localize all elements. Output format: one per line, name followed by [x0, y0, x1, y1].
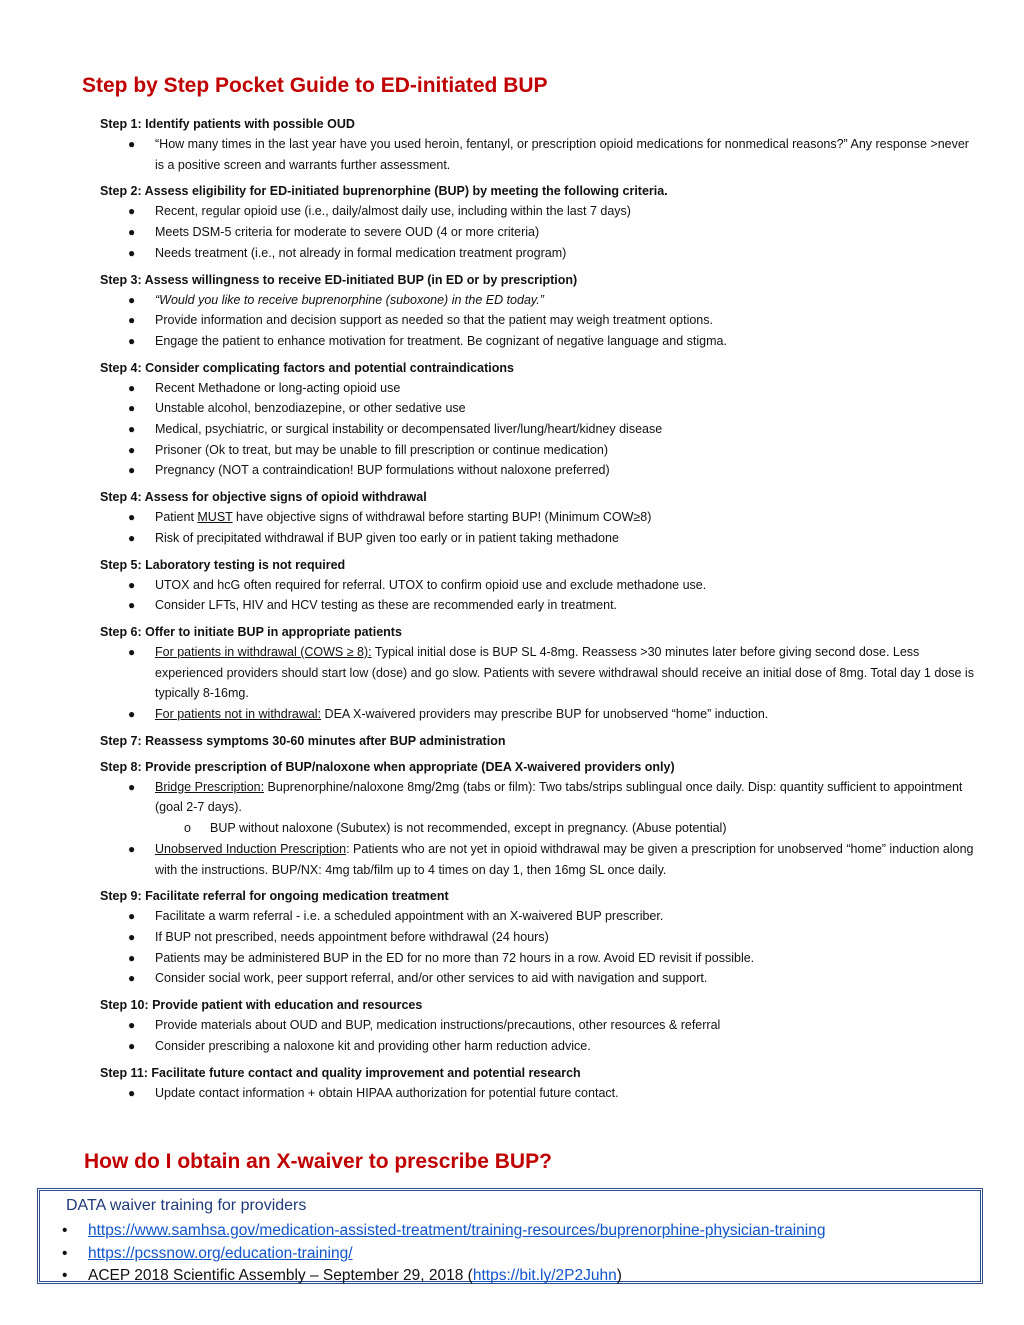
bullet-text: Facilitate a warm referral - i.e. a scheduled appointment with an X-waivered BUP prescriber. — [155, 909, 664, 924]
bullet-icon: ● — [128, 950, 136, 965]
bullet-text: Engage the patient to enhance motivation for treatment. Be cognizant of negative language and stigma. — [155, 333, 727, 348]
samhsa-training-link[interactable]: https://www.samhsa.gov/medication-assisted-treatment/training-resources/buprenorphine-physician-training — [88, 1222, 826, 1239]
bullet-icon: ● — [128, 971, 136, 986]
waiver-title: How do I obtain an X-waiver to prescribe BUP? — [84, 1150, 552, 1173]
bullet-icon: ● — [128, 779, 136, 794]
pcss-training-link[interactable]: https://pcssnow.org/education-training/ — [88, 1244, 353, 1262]
step-section — [100, 181, 980, 269]
list-item — [100, 642, 980, 704]
bullet-text: Bridge Prescription: — [155, 779, 265, 794]
bullet-text: Needs treatment (i.e., not already in formal medication treatment program) — [155, 245, 567, 260]
bullet-text: Recent Methadone or long-acting opioid use — [155, 380, 401, 395]
waiver-box-title: DATA waiver training for providers — [66, 1197, 307, 1214]
page-title: Step by Step Pocket Guide to ED-initiated BUP — [82, 74, 548, 97]
step-heading: Step 9: Facilitate referral for ongoing medication treatment — [100, 889, 449, 904]
bullet-icon: ● — [128, 225, 136, 240]
step-section — [100, 1063, 980, 1104]
bullet-icon: • — [62, 1222, 68, 1239]
bullet-list — [100, 1015, 980, 1056]
step-section — [100, 731, 980, 757]
bullet-icon: ● — [128, 929, 136, 944]
bullet-icon: ● — [128, 422, 136, 437]
list-item — [100, 378, 980, 399]
acep-text-suffix: ) — [616, 1267, 622, 1284]
bullet-list — [100, 378, 980, 482]
bullet-text: “How many times in the last year have you used heroin, fentanyl, or prescription opioid medications for nonmedical reasons?” Any response >never is a positive screen and warrants further assessment. — [155, 137, 969, 172]
step-heading: Step 5: Laboratory testing is not required — [100, 557, 346, 572]
list-item — [100, 704, 980, 725]
bullet-icon: ● — [128, 510, 136, 525]
bullet-icon: ● — [128, 442, 136, 457]
bullet-text: Prisoner (Ok to treat, but may be unable to fill prescription or continue medication) — [155, 442, 608, 457]
bullet-text: Buprenorphine/naloxone 8mg/2mg (tabs or film): Two tabs/strips sublingual once daily. Disp: quantity sufficient to appointment (goal 2-7 days). — [155, 779, 963, 815]
step-section — [100, 757, 980, 887]
step-section — [100, 622, 980, 731]
bullet-text: Consider LFTs, HIV and HCV testing as these are recommended early in treatment. — [155, 598, 618, 613]
acep-text-prefix: ACEP 2018 Scientific Assembly – September 29, 2018 ( — [88, 1267, 473, 1284]
list-item — [100, 201, 980, 222]
waiver-resource-list — [62, 1220, 825, 1288]
list-item — [100, 331, 980, 352]
list-item — [100, 460, 980, 481]
bullet-icon: ● — [128, 204, 136, 219]
bullet-list — [100, 201, 980, 263]
list-item — [100, 507, 980, 528]
bullet-icon: ● — [128, 463, 136, 478]
bullet-list — [100, 1083, 980, 1104]
list-item — [100, 575, 980, 596]
waiver-info-box — [37, 1188, 983, 1284]
bullet-text: : Patients who are not yet in opioid withdrawal may be given a prescription for unobserved “home” induction along with the instructions. BUP/NX: 4mg tab/film up to 4 times on day 1, then 16mg SL once daily. — [155, 841, 974, 877]
step-heading: Step 6: Offer to initiate BUP in appropriate patients — [100, 624, 402, 639]
steps-list — [100, 114, 980, 1103]
bullet-icon: ● — [128, 333, 136, 348]
step-heading: Step 10: Provide patient with education and resources — [100, 998, 423, 1013]
bullet-text: have objective signs of withdrawal before starting BUP! (Minimum COW≥8) — [232, 510, 652, 525]
list-item — [100, 906, 980, 927]
bullet-list — [100, 290, 980, 352]
list-item — [100, 1083, 980, 1104]
list-item — [100, 927, 980, 948]
bullet-icon: ● — [128, 598, 136, 613]
list-item — [100, 222, 980, 243]
step-heading: Step 1: Identify patients with possible OUD — [100, 117, 355, 131]
list-item — [100, 1036, 980, 1057]
bullet-text: Provide information and decision support as needed so that the patient may weigh treatment options. — [155, 313, 713, 328]
list-item — [100, 839, 980, 880]
bullet-icon: ● — [128, 707, 136, 722]
bullet-icon: • — [62, 1244, 68, 1262]
bullet-icon: ● — [128, 577, 136, 592]
bullet-text: If BUP not prescribed, needs appointment before withdrawal (24 hours) — [155, 929, 549, 944]
bullet-icon: • — [62, 1267, 68, 1284]
list-item — [100, 419, 980, 440]
bullet-icon: ● — [128, 292, 136, 307]
sub-bullet-text: BUP without naloxone (Subutex) is not recommended, except in pregnancy. (Abuse potential) — [210, 821, 727, 836]
list-item — [62, 1243, 825, 1266]
bullet-icon: ● — [128, 380, 136, 395]
list-item — [62, 1220, 825, 1243]
bullet-icon: ● — [128, 245, 136, 260]
bullet-icon: ● — [128, 644, 136, 659]
bullet-text: Risk of precipitated withdrawal if BUP given too early or in patient taking methadone — [155, 530, 619, 545]
bullet-list — [100, 575, 980, 616]
list-item — [100, 968, 980, 989]
bullet-text: DEA X-waivered providers may prescribe BUP for unobserved “home” induction. — [321, 707, 769, 722]
acep-link[interactable]: https://bit.ly/2P2Juhn — [472, 1267, 617, 1284]
bullet-text: Typical initial dose is BUP SL 4-8mg. Reassess >30 minutes later before giving second dose. Less experienced providers should start low (dose) and go slow. Patients with severe withdrawal should receive an initial dose of 8mg. Total day 1 dose is typically 8-16mg. — [155, 644, 974, 701]
bullet-text: For patients in withdrawal (COWS ≥ 8): — [155, 644, 372, 659]
bullet-text: Meets DSM-5 criteria for moderate to severe OUD (4 or more criteria) — [155, 225, 540, 240]
bullet-text: MUST — [197, 510, 233, 525]
list-item — [100, 528, 980, 549]
bullet-text: For patients not in withdrawal: — [155, 707, 322, 722]
bullet-list — [100, 642, 980, 725]
bullet-icon: ● — [128, 530, 136, 545]
list-item — [62, 1265, 825, 1288]
bullet-icon: ● — [128, 401, 136, 416]
bullet-list — [100, 507, 980, 548]
list-item — [100, 134, 980, 175]
step-section — [100, 487, 980, 554]
bullet-icon: ● — [128, 841, 136, 856]
bullet-list — [100, 134, 980, 175]
step-heading: Step 2: Assess eligibility for ED-initiated buprenorphine (BUP) by meeting the following criteria. — [100, 184, 668, 199]
bullet-text: Patients may be administered BUP in the ED for no more than 72 hours in a row. Avoid ED revisit if possible. — [155, 950, 755, 965]
bullet-text: Provide materials about OUD and BUP, medication instructions/precautions, other resources & referral — [155, 1018, 721, 1033]
list-item — [100, 777, 980, 818]
bullet-list — [100, 777, 980, 881]
list-item — [100, 310, 980, 331]
bullet-text: Update contact information + obtain HIPAA authorization for potential future contact. — [155, 1085, 619, 1100]
step-heading: Step 4: Assess for objective signs of opioid withdrawal — [100, 490, 427, 505]
step-heading: Step 8: Provide prescription of BUP/naloxone when appropriate (DEA X-waivered providers only) — [100, 759, 675, 774]
list-item — [100, 1015, 980, 1036]
list-item — [100, 243, 980, 264]
bullet-list — [100, 906, 980, 989]
sub-list-item — [100, 818, 980, 839]
bullet-icon: ● — [128, 1085, 136, 1100]
step-section — [100, 358, 980, 488]
bullet-text: Unstable alcohol, benzodiazepine, or other sedative use — [155, 401, 466, 416]
list-item — [100, 398, 980, 419]
step-heading: Step 7: Reassess symptoms 30-60 minutes after BUP administration — [100, 733, 506, 748]
bullet-icon: ● — [128, 137, 136, 151]
list-item — [100, 595, 980, 616]
list-item — [100, 440, 980, 461]
step-heading: Step 11: Facilitate future contact and quality improvement and potential research — [100, 1065, 581, 1080]
bullet-text: UTOX and hcG often required for referral. UTOX to confirm opioid use and exclude methadone use. — [155, 577, 707, 592]
list-item — [100, 948, 980, 969]
bullet-text: Unobserved Induction Prescription — [155, 841, 347, 856]
bullet-text: Patient — [155, 510, 198, 525]
step-section — [100, 886, 980, 995]
sub-bullet-icon: o — [184, 821, 191, 836]
step-heading: Step 4: Consider complicating factors and potential contraindications — [100, 360, 514, 375]
bullet-text: Recent, regular opioid use (i.e., daily/almost daily use, including within the last 7 days) — [155, 204, 631, 219]
step-section — [100, 114, 980, 181]
bullet-text: Medical, psychiatric, or surgical instability or decompensated liver/lung/heart/kidney disease — [155, 422, 663, 437]
step-section — [100, 270, 980, 358]
bullet-icon: ● — [128, 1018, 136, 1033]
step-section — [100, 555, 980, 622]
bullet-text: Consider social work, peer support referral, and/or other services to aid with navigation and support. — [155, 971, 708, 986]
bullet-text: “Would you like to receive buprenorphine (suboxone) in the ED today.” — [155, 292, 544, 307]
list-item — [100, 290, 980, 311]
bullet-text: Pregnancy (NOT a contraindication! BUP formulations without naloxone preferred) — [155, 463, 610, 478]
bullet-icon: ● — [128, 909, 136, 924]
step-section — [100, 995, 980, 1062]
step-heading: Step 3: Assess willingness to receive ED-initiated BUP (in ED or by prescription) — [100, 272, 578, 287]
bullet-icon: ● — [128, 313, 136, 328]
bullet-icon: ● — [128, 1038, 136, 1053]
bullet-text: Consider prescribing a naloxone kit and providing other harm reduction advice. — [155, 1038, 591, 1053]
